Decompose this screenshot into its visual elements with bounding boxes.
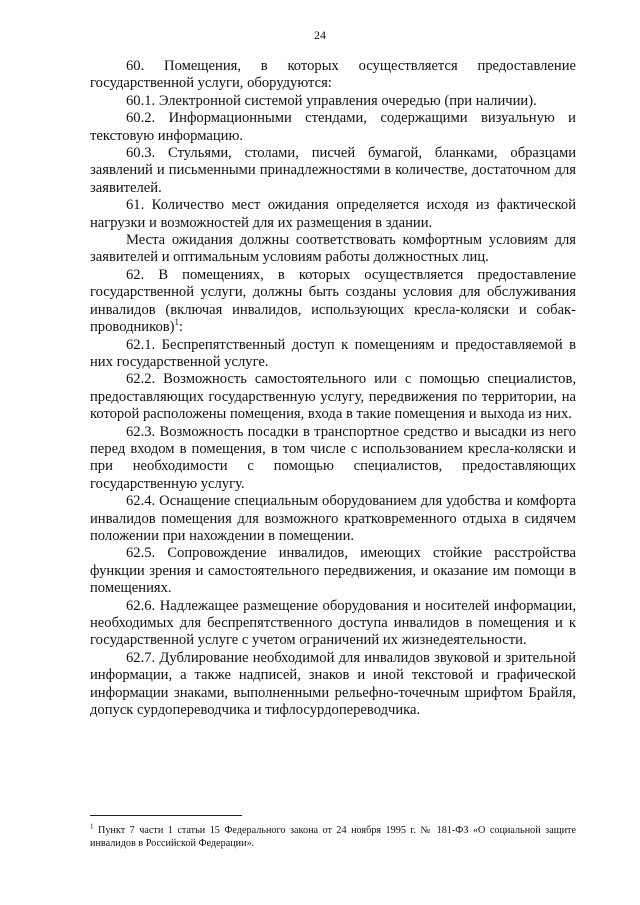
paragraph-60-1: 60.1. Электронной системой управления очередью (при наличии).: [126, 92, 537, 109]
paragraph-62-4: 62.4. Оснащение специальным оборудованием для удобства и комфорта инвалидов помещения для возможного кратковременного отдыха в сидячем положении при нахождении в помещении.: [90, 493, 576, 544]
paragraph-62-5: 62.5. Сопровождение инвалидов, имеющих стойкие расстройства функции зрения и самостоятельного передвижения, и оказание им помощи в помещениях.: [90, 545, 576, 597]
footnote-marker: 1: [90, 822, 94, 831]
footnote: [90, 824, 576, 850]
paragraph-62-7: 62.7. Дублирование необходимой для инвалидов звуковой и зрительной информации, а также надписей, знаков и иной текстовой и графической информации знаками, выполненными рельефно-точечным шрифтом Брайля, допуск сурдопереводчика и тифлосурдопереводчика.: [90, 649, 576, 719]
paragraph-62-text: 62. В помещениях, в которых осуществляется предоставление государственной услуги, должны быть созданы условия для обслуживания инвалидов (включая инвалидов, использующих кресла-коляски и собак-проводников): [90, 266, 576, 336]
paragraph-62-3: 62.3. Возможность посадки в транспортное средство и высадки из него перед входом в помещения, в том числе с использованием кресла-коляски и при необходимости с помощью специалистов, предоставляющих государственную услугу.: [90, 423, 576, 492]
paragraph-61-waiting: Места ожидания должны соответствовать комфортным условиям для заявителей и оптимальным условиям работы должностных лиц.: [90, 232, 576, 266]
footnote-divider: [90, 815, 242, 816]
paragraph-60: 60. Помещения, в которых осуществляется предоставление государственной услуги, оборудуются:: [90, 58, 576, 92]
footnote-reference[interactable]: 1: [174, 317, 180, 328]
footnote-text: Пункт 7 части 1 статьи 15 Федерального закона от 24 ноября 1995 г. № 181-ФЗ «О социальной защите инвалидов в Российской Федерации».: [90, 825, 576, 849]
paragraph-62-suffix: :: [179, 319, 184, 336]
paragraph-62-2: 62.2. Возможность самостоятельного или с помощью специалистов, предоставляющих государственную услугу, передвижения по территории, на которой расположены помещения, входа в такие помещения и выхода из них.: [90, 371, 576, 423]
paragraph-60-2: 60.2. Информационными стендами, содержащими визуальную и текстовую информацию.: [90, 110, 576, 144]
paragraph-60-3: 60.3. Стульями, столами, писчей бумагой, бланками, образцами заявлений и письменными принадлежностями в количестве, достаточном для заявителей.: [90, 145, 576, 196]
page-number: 24: [314, 28, 326, 42]
paragraph-61: 61. Количество мест ожидания определяется исходя из фактической нагрузки и возможностей для их размещения в здании.: [90, 197, 576, 231]
paragraph-62: [90, 267, 576, 337]
paragraph-62-6: 62.6. Надлежащее размещение оборудования и носителей информации, необходимых для беспрепятственного доступа инвалидов в помещения и к государственной услуге с учетом ограничений их жизнедеятельности.: [90, 597, 576, 649]
document-body: [90, 58, 576, 719]
paragraph-62-1: 62.1. Беспрепятственный доступ к помещениям и предоставляемой в них государственной услуге.: [90, 336, 576, 370]
